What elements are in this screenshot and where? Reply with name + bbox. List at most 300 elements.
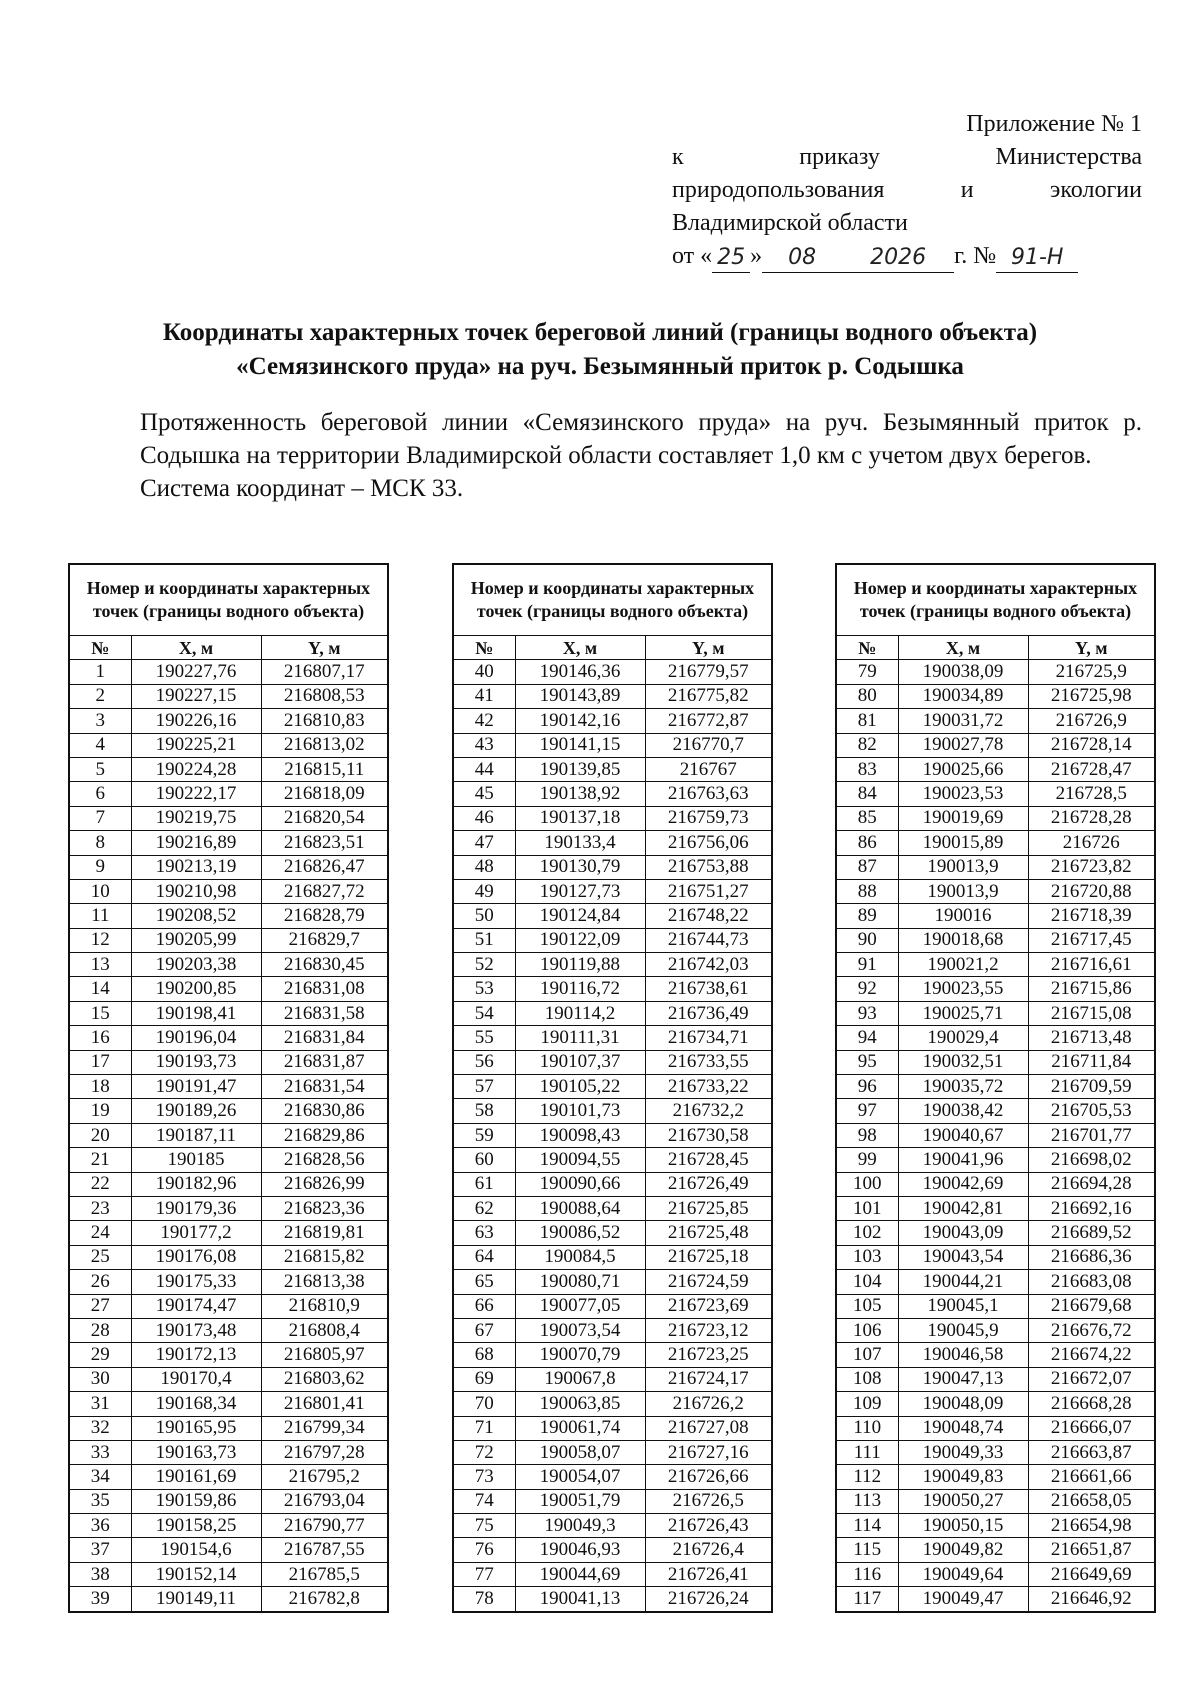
table-row — [453, 953, 772, 977]
y-coordinate-cell: 216829,86 — [261, 1123, 388, 1147]
x-coordinate-cell: 190119,88 — [515, 953, 645, 977]
y-coordinate-cell: 216797,28 — [261, 1440, 388, 1464]
point-number-cell: 33 — [69, 1440, 131, 1464]
word: приказу — [799, 144, 880, 170]
table-row — [836, 1562, 1155, 1586]
y-coordinate-cell: 216723,69 — [645, 1294, 772, 1318]
appendix-header — [672, 108, 1142, 273]
x-coordinate-cell: 190046,58 — [898, 1343, 1028, 1367]
x-coordinate-cell: 190043,09 — [898, 1221, 1028, 1245]
point-number-cell: 84 — [836, 782, 898, 806]
y-coordinate-cell: 216826,99 — [261, 1172, 388, 1196]
x-coordinate-cell: 190101,73 — [515, 1099, 645, 1123]
table-row — [836, 904, 1155, 928]
date-quote: » — [750, 243, 763, 269]
point-number-cell: 34 — [69, 1465, 131, 1489]
point-number-cell: 104 — [836, 1270, 898, 1294]
x-coordinate-cell: 190038,09 — [898, 660, 1028, 684]
coordinates-table-2 — [452, 563, 773, 1613]
y-coordinate-cell: 216831,54 — [261, 1075, 388, 1099]
table-row — [69, 928, 388, 952]
x-coordinate-cell: 190077,05 — [515, 1294, 645, 1318]
table-row — [453, 1514, 772, 1538]
x-coordinate-cell: 190143,89 — [515, 684, 645, 708]
word: и — [960, 177, 974, 203]
x-coordinate-cell: 190161,69 — [131, 1465, 261, 1489]
y-coordinate-cell: 216723,12 — [645, 1318, 772, 1342]
x-coordinate-cell: 190025,71 — [898, 1001, 1028, 1025]
column-header-number: № — [69, 636, 131, 660]
y-coordinate-cell: 216723,82 — [1028, 855, 1155, 879]
point-number-cell: 67 — [453, 1318, 515, 1342]
y-coordinate-cell: 216770,7 — [645, 733, 772, 757]
x-coordinate-cell: 190149,11 — [131, 1587, 261, 1612]
x-coordinate-cell: 190213,19 — [131, 855, 261, 879]
document-title — [60, 316, 1140, 384]
point-number-cell: 52 — [453, 953, 515, 977]
handwritten-month: 08 — [762, 246, 842, 273]
point-number-cell: 101 — [836, 1196, 898, 1220]
table-row — [836, 831, 1155, 855]
point-number-cell: 31 — [69, 1392, 131, 1416]
x-coordinate-cell: 190098,43 — [515, 1123, 645, 1147]
table-row — [836, 1587, 1155, 1612]
y-coordinate-cell: 216689,52 — [1028, 1221, 1155, 1245]
y-coordinate-cell: 216651,87 — [1028, 1538, 1155, 1562]
point-number-cell: 19 — [69, 1099, 131, 1123]
point-number-cell: 38 — [69, 1562, 131, 1586]
column-header-y: Y, м — [1028, 636, 1155, 660]
table-row — [453, 660, 772, 684]
x-coordinate-cell: 190070,79 — [515, 1343, 645, 1367]
table-header: Номер и координаты характерных точек (границы водного объекта) — [69, 564, 388, 636]
point-number-cell: 115 — [836, 1538, 898, 1562]
y-coordinate-cell: 216787,55 — [261, 1538, 388, 1562]
x-coordinate-cell: 190054,07 — [515, 1465, 645, 1489]
point-number-cell: 24 — [69, 1221, 131, 1245]
y-coordinate-cell: 216805,97 — [261, 1343, 388, 1367]
y-coordinate-cell: 216686,36 — [1028, 1245, 1155, 1269]
y-coordinate-cell: 216725,85 — [645, 1196, 772, 1220]
point-number-cell: 57 — [453, 1075, 515, 1099]
x-coordinate-cell: 190116,72 — [515, 977, 645, 1001]
description-paragraph — [140, 406, 1142, 505]
point-number-cell: 11 — [69, 904, 131, 928]
table-row — [453, 1196, 772, 1220]
x-coordinate-cell: 190046,93 — [515, 1538, 645, 1562]
table-row — [453, 806, 772, 830]
y-coordinate-cell: 216726,41 — [645, 1562, 772, 1586]
y-coordinate-cell: 216815,82 — [261, 1245, 388, 1269]
point-number-cell: 1 — [69, 660, 131, 684]
handwritten-year: 2026 — [842, 246, 954, 273]
x-coordinate-cell: 190061,74 — [515, 1416, 645, 1440]
point-number-cell: 26 — [69, 1270, 131, 1294]
table-row — [69, 1050, 388, 1074]
y-coordinate-cell: 216726 — [1028, 831, 1155, 855]
y-coordinate-cell: 216705,53 — [1028, 1099, 1155, 1123]
y-coordinate-cell: 216779,57 — [645, 660, 772, 684]
y-coordinate-cell: 216725,98 — [1028, 684, 1155, 708]
table-row — [453, 855, 772, 879]
table-row — [453, 831, 772, 855]
table-row — [453, 1172, 772, 1196]
x-coordinate-cell: 190225,21 — [131, 733, 261, 757]
y-coordinate-cell: 216683,08 — [1028, 1270, 1155, 1294]
table-row — [836, 684, 1155, 708]
x-coordinate-cell: 190203,38 — [131, 953, 261, 977]
y-coordinate-cell: 216818,09 — [261, 782, 388, 806]
x-coordinate-cell: 190227,76 — [131, 660, 261, 684]
point-number-cell: 40 — [453, 660, 515, 684]
table-row — [836, 1440, 1155, 1464]
x-coordinate-cell: 190226,16 — [131, 709, 261, 733]
point-number-cell: 2 — [69, 684, 131, 708]
x-coordinate-cell: 190029,4 — [898, 1026, 1028, 1050]
point-number-cell: 58 — [453, 1099, 515, 1123]
y-coordinate-cell: 216733,22 — [645, 1075, 772, 1099]
x-coordinate-cell: 190122,09 — [515, 928, 645, 952]
table-row — [453, 1221, 772, 1245]
x-coordinate-cell: 190015,89 — [898, 831, 1028, 855]
table-row — [836, 1489, 1155, 1513]
table-row — [836, 1050, 1155, 1074]
table-row — [453, 1050, 772, 1074]
table-row — [836, 806, 1155, 830]
y-coordinate-cell: 216808,53 — [261, 684, 388, 708]
y-coordinate-cell: 216668,28 — [1028, 1392, 1155, 1416]
table-row — [836, 1099, 1155, 1123]
point-number-cell: 25 — [69, 1245, 131, 1269]
x-coordinate-cell: 190216,89 — [131, 831, 261, 855]
x-coordinate-cell: 190127,73 — [515, 879, 645, 903]
point-number-cell: 14 — [69, 977, 131, 1001]
x-coordinate-cell: 190086,52 — [515, 1221, 645, 1245]
table-row — [69, 904, 388, 928]
table-row — [453, 1099, 772, 1123]
table-row — [836, 977, 1155, 1001]
y-coordinate-cell: 216726,9 — [1028, 709, 1155, 733]
table-body — [836, 660, 1155, 1612]
x-coordinate-cell: 190124,84 — [515, 904, 645, 928]
y-coordinate-cell: 216829,7 — [261, 928, 388, 952]
x-coordinate-cell: 190045,1 — [898, 1294, 1028, 1318]
table-row — [453, 1123, 772, 1147]
table-row — [836, 1123, 1155, 1147]
y-coordinate-cell: 216724,59 — [645, 1270, 772, 1294]
table-row — [69, 1099, 388, 1123]
y-coordinate-cell: 216751,27 — [645, 879, 772, 903]
table-row — [69, 709, 388, 733]
table-row — [453, 1343, 772, 1367]
word: природопользования — [672, 177, 885, 203]
point-number-cell: 41 — [453, 684, 515, 708]
x-coordinate-cell: 190088,64 — [515, 1196, 645, 1220]
table-row — [453, 1026, 772, 1050]
point-number-cell: 111 — [836, 1440, 898, 1464]
point-number-cell: 102 — [836, 1221, 898, 1245]
table-row — [453, 1587, 772, 1612]
y-coordinate-cell: 216831,84 — [261, 1026, 388, 1050]
x-coordinate-cell: 190193,73 — [131, 1050, 261, 1074]
point-number-cell: 59 — [453, 1123, 515, 1147]
x-coordinate-cell: 190049,83 — [898, 1465, 1028, 1489]
point-number-cell: 30 — [69, 1367, 131, 1391]
x-coordinate-cell: 190185 — [131, 1148, 261, 1172]
x-coordinate-cell: 190227,15 — [131, 684, 261, 708]
x-coordinate-cell: 190048,09 — [898, 1392, 1028, 1416]
point-number-cell: 108 — [836, 1367, 898, 1391]
point-number-cell: 29 — [69, 1343, 131, 1367]
y-coordinate-cell: 216756,06 — [645, 831, 772, 855]
y-coordinate-cell: 216658,05 — [1028, 1489, 1155, 1513]
x-coordinate-cell: 190049,82 — [898, 1538, 1028, 1562]
point-number-cell: 85 — [836, 806, 898, 830]
point-number-cell: 50 — [453, 904, 515, 928]
table-row — [69, 1221, 388, 1245]
coordinates-table-1 — [68, 563, 389, 1613]
x-coordinate-cell: 190175,33 — [131, 1270, 261, 1294]
table-row — [453, 684, 772, 708]
y-coordinate-cell: 216661,66 — [1028, 1465, 1155, 1489]
point-number-cell: 93 — [836, 1001, 898, 1025]
x-coordinate-cell: 190224,28 — [131, 757, 261, 781]
table-row — [453, 1148, 772, 1172]
x-coordinate-cell: 190139,85 — [515, 757, 645, 781]
x-coordinate-cell: 190111,31 — [515, 1026, 645, 1050]
point-number-cell: 32 — [69, 1416, 131, 1440]
column-header-x: X, м — [898, 636, 1028, 660]
table-row — [836, 757, 1155, 781]
x-coordinate-cell: 190198,41 — [131, 1001, 261, 1025]
x-coordinate-cell: 190023,55 — [898, 977, 1028, 1001]
y-coordinate-cell: 216772,87 — [645, 709, 772, 733]
x-coordinate-cell: 190219,75 — [131, 806, 261, 830]
table-row — [453, 1270, 772, 1294]
x-coordinate-cell: 190174,47 — [131, 1294, 261, 1318]
point-number-cell: 60 — [453, 1148, 515, 1172]
table-row — [69, 757, 388, 781]
point-number-cell: 4 — [69, 733, 131, 757]
x-coordinate-cell: 190130,79 — [515, 855, 645, 879]
table-row — [69, 1392, 388, 1416]
y-coordinate-cell: 216726,2 — [645, 1392, 772, 1416]
table-row — [453, 904, 772, 928]
table-body — [69, 660, 388, 1612]
y-coordinate-cell: 216715,86 — [1028, 977, 1155, 1001]
x-coordinate-cell: 190049,3 — [515, 1514, 645, 1538]
x-coordinate-cell: 190196,04 — [131, 1026, 261, 1050]
point-number-cell: 44 — [453, 757, 515, 781]
table-row — [69, 1026, 388, 1050]
point-number-cell: 37 — [69, 1538, 131, 1562]
y-coordinate-cell: 216736,49 — [645, 1001, 772, 1025]
y-coordinate-cell: 216827,72 — [261, 879, 388, 903]
x-coordinate-cell: 190176,08 — [131, 1245, 261, 1269]
point-number-cell: 89 — [836, 904, 898, 928]
point-number-cell: 72 — [453, 1440, 515, 1464]
y-coordinate-cell: 216782,8 — [261, 1587, 388, 1612]
table-row — [69, 855, 388, 879]
x-coordinate-cell: 190049,47 — [898, 1587, 1028, 1612]
y-coordinate-cell: 216830,86 — [261, 1099, 388, 1123]
y-coordinate-cell: 216828,56 — [261, 1148, 388, 1172]
table-row — [836, 1075, 1155, 1099]
table-row — [453, 1001, 772, 1025]
table-row — [836, 1026, 1155, 1050]
x-coordinate-cell: 190045,9 — [898, 1318, 1028, 1342]
x-coordinate-cell: 190034,89 — [898, 684, 1028, 708]
x-coordinate-cell: 190051,79 — [515, 1489, 645, 1513]
x-coordinate-cell: 190173,48 — [131, 1318, 261, 1342]
y-coordinate-cell: 216734,71 — [645, 1026, 772, 1050]
table-row — [69, 1440, 388, 1464]
y-coordinate-cell: 216815,11 — [261, 757, 388, 781]
y-coordinate-cell: 216826,47 — [261, 855, 388, 879]
point-number-cell: 74 — [453, 1489, 515, 1513]
y-coordinate-cell: 216726,24 — [645, 1587, 772, 1612]
table-header: Номер и координаты характерных точек (границы водного объекта) — [453, 564, 772, 636]
y-coordinate-cell: 216738,61 — [645, 977, 772, 1001]
y-coordinate-cell: 216726,5 — [645, 1489, 772, 1513]
table-row — [453, 879, 772, 903]
point-number-cell: 75 — [453, 1514, 515, 1538]
y-coordinate-cell: 216803,62 — [261, 1367, 388, 1391]
table-row — [453, 733, 772, 757]
y-coordinate-cell: 216726,49 — [645, 1172, 772, 1196]
column-header-x: X, м — [131, 636, 261, 660]
y-coordinate-cell: 216725,9 — [1028, 660, 1155, 684]
x-coordinate-cell: 190107,37 — [515, 1050, 645, 1074]
x-coordinate-cell: 190044,69 — [515, 1562, 645, 1586]
table-row — [836, 1392, 1155, 1416]
y-coordinate-cell: 216831,08 — [261, 977, 388, 1001]
x-coordinate-cell: 190210,98 — [131, 879, 261, 903]
x-coordinate-cell: 190222,17 — [131, 782, 261, 806]
point-number-cell: 35 — [69, 1489, 131, 1513]
y-coordinate-cell: 216728,47 — [1028, 757, 1155, 781]
table-row — [453, 1245, 772, 1269]
x-coordinate-cell: 190090,66 — [515, 1172, 645, 1196]
point-number-cell: 12 — [69, 928, 131, 952]
x-coordinate-cell: 190133,4 — [515, 831, 645, 855]
y-coordinate-cell: 216744,73 — [645, 928, 772, 952]
x-coordinate-cell: 190043,54 — [898, 1245, 1028, 1269]
point-number-cell: 42 — [453, 709, 515, 733]
point-number-cell: 63 — [453, 1221, 515, 1245]
point-number-cell: 65 — [453, 1270, 515, 1294]
table-row — [69, 1270, 388, 1294]
point-number-cell: 47 — [453, 831, 515, 855]
point-number-cell: 18 — [69, 1075, 131, 1099]
y-coordinate-cell: 216727,08 — [645, 1416, 772, 1440]
point-number-cell: 16 — [69, 1026, 131, 1050]
y-coordinate-cell: 216692,16 — [1028, 1196, 1155, 1220]
point-number-cell: 107 — [836, 1343, 898, 1367]
table-row — [453, 1075, 772, 1099]
table-row — [453, 1367, 772, 1391]
column-header-y: Y, м — [261, 636, 388, 660]
x-coordinate-cell: 190013,9 — [898, 879, 1028, 903]
y-coordinate-cell: 216715,08 — [1028, 1001, 1155, 1025]
table-row — [836, 855, 1155, 879]
point-number-cell: 62 — [453, 1196, 515, 1220]
point-number-cell: 116 — [836, 1562, 898, 1586]
table-row — [69, 1123, 388, 1147]
x-coordinate-cell: 190049,33 — [898, 1440, 1028, 1464]
y-coordinate-cell: 216813,02 — [261, 733, 388, 757]
x-coordinate-cell: 190047,13 — [898, 1367, 1028, 1391]
y-coordinate-cell: 216728,28 — [1028, 806, 1155, 830]
x-coordinate-cell: 190050,27 — [898, 1489, 1028, 1513]
y-coordinate-cell: 216723,25 — [645, 1343, 772, 1367]
y-coordinate-cell: 216831,58 — [261, 1001, 388, 1025]
point-number-cell: 76 — [453, 1538, 515, 1562]
table-row — [453, 757, 772, 781]
x-coordinate-cell: 190013,9 — [898, 855, 1028, 879]
y-coordinate-cell: 216725,18 — [645, 1245, 772, 1269]
y-coordinate-cell: 216646,92 — [1028, 1587, 1155, 1612]
point-number-cell: 3 — [69, 709, 131, 733]
table-row — [69, 977, 388, 1001]
appendix-ministry-line — [672, 174, 1142, 207]
point-number-cell: 48 — [453, 855, 515, 879]
x-coordinate-cell: 190182,96 — [131, 1172, 261, 1196]
point-number-cell: 46 — [453, 806, 515, 830]
y-coordinate-cell: 216790,77 — [261, 1514, 388, 1538]
y-coordinate-cell: 216724,17 — [645, 1367, 772, 1391]
y-coordinate-cell: 216831,87 — [261, 1050, 388, 1074]
x-coordinate-cell: 190049,64 — [898, 1562, 1028, 1586]
x-coordinate-cell: 190187,11 — [131, 1123, 261, 1147]
point-number-cell: 28 — [69, 1318, 131, 1342]
x-coordinate-cell: 190141,15 — [515, 733, 645, 757]
y-coordinate-cell: 216726,4 — [645, 1538, 772, 1562]
y-coordinate-cell: 216810,83 — [261, 709, 388, 733]
point-number-cell: 96 — [836, 1075, 898, 1099]
x-coordinate-cell: 190023,53 — [898, 782, 1028, 806]
table-row — [453, 1489, 772, 1513]
x-coordinate-cell: 190031,72 — [898, 709, 1028, 733]
table-row — [69, 879, 388, 903]
point-number-cell: 7 — [69, 806, 131, 830]
point-number-cell: 113 — [836, 1489, 898, 1513]
x-coordinate-cell: 190032,51 — [898, 1050, 1028, 1074]
point-number-cell: 45 — [453, 782, 515, 806]
table-row — [836, 782, 1155, 806]
x-coordinate-cell: 190073,54 — [515, 1318, 645, 1342]
table-header: Номер и координаты характерных точек (границы водного объекта) — [836, 564, 1155, 636]
y-coordinate-cell: 216730,58 — [645, 1123, 772, 1147]
x-coordinate-cell: 190044,21 — [898, 1270, 1028, 1294]
point-number-cell: 17 — [69, 1050, 131, 1074]
x-coordinate-cell: 190041,13 — [515, 1587, 645, 1612]
point-number-cell: 49 — [453, 879, 515, 903]
word: к — [672, 144, 684, 170]
x-coordinate-cell: 190168,34 — [131, 1392, 261, 1416]
point-number-cell: 78 — [453, 1587, 515, 1612]
point-number-cell: 68 — [453, 1343, 515, 1367]
y-coordinate-cell: 216799,34 — [261, 1416, 388, 1440]
x-coordinate-cell: 190165,95 — [131, 1416, 261, 1440]
table-row — [836, 1270, 1155, 1294]
y-coordinate-cell: 216775,82 — [645, 684, 772, 708]
point-number-cell: 51 — [453, 928, 515, 952]
column-header-y: Y, м — [645, 636, 772, 660]
table-row — [836, 1001, 1155, 1025]
x-coordinate-cell: 190080,71 — [515, 1270, 645, 1294]
y-coordinate-cell: 216759,73 — [645, 806, 772, 830]
